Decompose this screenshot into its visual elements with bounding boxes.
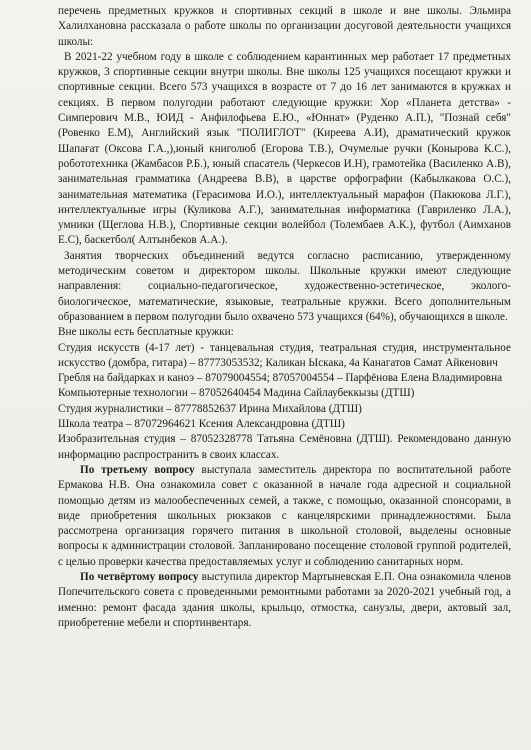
clubs-paragraph: В 2021-22 учебном году в школе с соблюдением карантинных мер работает 17 предметных кружков, 3 спортивные секции внутри школы. Вне школы 125 учащихся посещают кружки и спортивные секции. Всего 573 учащихся в возрасте от 7 до 16 лет занимаются в кружках и секциях. В первом полугодии работают следующие кружки: Хор «Планета детства» - Симперович М.В., ЮИД - Анфилофьева Е.Ю., «Юннат» (Руденко А.П.), "Познай себя" (Ровенко Е.М), Английский язык "ПОЛИГЛОТ" (Киреева А.И), драматический кружок Шапағат (Оксова Г.А.,),юный книголюб (Егорова Т.В.), Очумелые ручки (Конырова К.С.), робототехника (Жамбасов Р.Б.), юный спасатель (Черкесов И.Н), грамотейка (Василенко А.В), занимательная грамматика (Андреева В.В), в царстве орфографии (Кабылкакова О.С.), занимательная математика (Герасимова И.О.), интеллектуальный марафон (Пакюкова Л.Г.), интеллектуальные игры (Куликова А.Г.), занимательная информатика (Гавриленко Л.А.), умники (Щеглова Н.В.), Спортивные секции волейбол (Толембаев А.К.), футбол (Аимханов Е.С), баскетбол( Алтынбеков А.А.).	[58, 50, 511, 247]
section-3-lead: По третьему вопросу	[80, 463, 195, 476]
intro-paragraph: перечень предметных кружков и спортивных секций в школе и вне школы. Эльмира Халилхановна рассказала о работе школы по организации досуговой деятельности учащихся школы:	[58, 5, 511, 48]
section-4-paragraph	[58, 570, 511, 631]
free-club-item: Гребля на байдарках и каноэ – 87079004554; 87057004554 – Парфёнова Елена Владимировна	[58, 372, 503, 385]
section-3-paragraph	[58, 463, 511, 570]
free-club-item: Компьютерные технологии – 87052640454 Мадина Сайлаубеккызы (ДТШ)	[58, 387, 415, 400]
section-4-lead: По четвёртому вопросу	[80, 570, 199, 583]
free-club-item: Школа театра – 87072964621 Ксения Александровна (ДТШ)	[58, 418, 345, 431]
free-club-item: Изобразительная студия – 87052328778 Татьяна Семёновна (ДТШ). Рекомендовано данную информацию распространить в своих классах.	[58, 433, 511, 461]
section-3-text: выступала заместитель директора по воспитательной работе Ермакова Н.В. Она ознакомила совет с оказанной в начале года адресной и социальной помощью детям из малообеспеченных семей, а также, с помощью, оказанной спонсорами, в виде приобретения школьных рюкзаков с канцелярскими принадлежностями. Была рассмотрена организация горячего питания в школьной столовой, выделены основные вопросы к администрации столовой. Запланировано посещение столовой группой родителей, с целью проверки качества предоставляемых услуг и соблюдению санитарных норм.	[58, 463, 511, 568]
free-clubs-heading: Вне школы есть бесплатные кружки:	[58, 326, 234, 339]
activities-paragraph: Занятия творческих объединений ведутся согласно расписанию, утвержденному методическим советом и директором школы. Школьные кружки имеют следующие направления: социально-педагогическое, художественно-эстетическое, эколого-биологическое, математические, языковые, театральные кружки. Всего дополнительным образованием в первом полугодии было охвачено 573 учащихся (64%), обучающихся в школе.	[58, 249, 511, 323]
free-club-item: Студия журналистики – 87778852637 Ирина Михайлова (ДТШ)	[58, 402, 362, 415]
free-club-item: Студия искусств (4-17 лет) - танцевальная студия, театральная студия, инструментальное искусство (домбра, гитара) – 87773053532; Каликан Ыскака, 4а Канагатов Самат Айкенович	[58, 341, 511, 369]
section-4-text: выступила директор Мартыневская Е.П. Она ознакомила членов Попечительского совета с проведенными ремонтными работами за 2020-2021 учебный год, а именно: ремонт фасада здания школы, крыльцо, отмостка, санузлы, двери, актовый зал, приобретение мебели и спортинвентаря.	[58, 570, 511, 629]
